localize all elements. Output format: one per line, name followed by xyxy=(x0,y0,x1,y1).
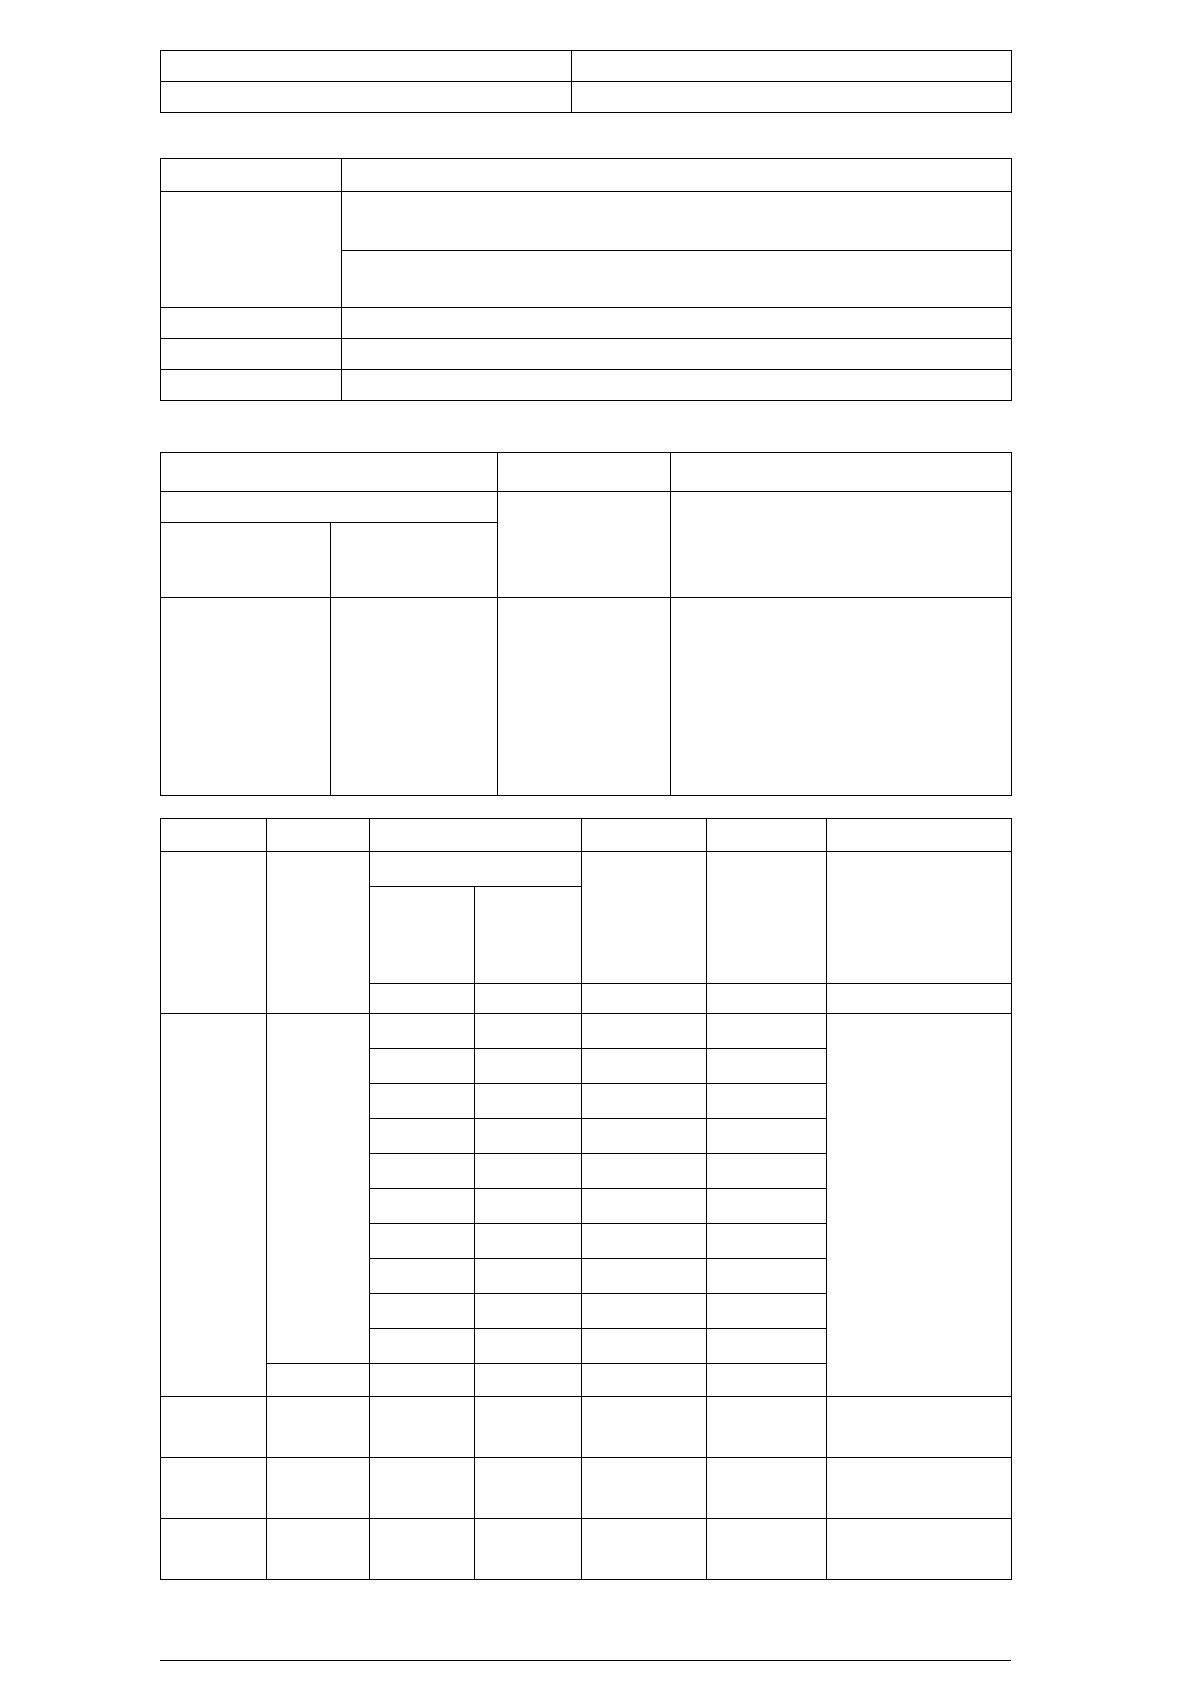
cell-r11c4 xyxy=(582,1259,707,1294)
cell-r15c1 xyxy=(267,1397,370,1458)
table-row xyxy=(161,339,1012,370)
cell-r13c3 xyxy=(475,1329,582,1364)
cell-r6c4 xyxy=(582,1084,707,1119)
cell-r0c3 xyxy=(582,819,707,852)
cell-r7c4 xyxy=(582,1119,707,1154)
table-row xyxy=(161,308,1012,339)
cell-r15c6 xyxy=(827,1397,1012,1458)
cell-r9c4 xyxy=(582,1189,707,1224)
table-row xyxy=(161,1397,1012,1458)
cell-r12c4 xyxy=(582,1294,707,1329)
cell-r12c2 xyxy=(370,1294,475,1329)
cell-r13c4 xyxy=(582,1329,707,1364)
cell-r16c3 xyxy=(475,1458,582,1519)
cell-r1c2 xyxy=(370,852,582,887)
table-row xyxy=(161,1014,1012,1049)
cell-r0c1 xyxy=(267,819,370,852)
cell-r11c3 xyxy=(475,1259,582,1294)
cell-r16c2 xyxy=(370,1458,475,1519)
cell-r7c5 xyxy=(707,1119,827,1154)
table-row xyxy=(161,1519,1012,1580)
cell-r17c3 xyxy=(475,1519,582,1580)
cell-r0c4 xyxy=(707,819,827,852)
cell-r14c2 xyxy=(370,1364,475,1397)
cell-r16c6 xyxy=(827,1458,1012,1519)
table-row xyxy=(161,492,1012,523)
cell-r16c5 xyxy=(707,1458,827,1519)
cell-r3c5 xyxy=(707,984,827,1014)
cell-r11c5 xyxy=(707,1259,827,1294)
cell-r3c0 xyxy=(161,308,342,339)
cell-r17c1 xyxy=(267,1519,370,1580)
table-row xyxy=(161,82,1012,113)
cell-r4c1 xyxy=(267,1014,370,1364)
cell-r10c2 xyxy=(370,1224,475,1259)
cell-r5c3 xyxy=(475,1049,582,1084)
cell-r15c3 xyxy=(475,1397,582,1458)
cell-r5c5 xyxy=(707,1049,827,1084)
cell-r1c1 xyxy=(342,192,1012,251)
cell-r0c0 xyxy=(161,51,572,82)
cell-r16c1 xyxy=(267,1458,370,1519)
cell-r4c0 xyxy=(161,1014,267,1397)
cell-r1c0 xyxy=(161,852,267,1014)
cell-r9c3 xyxy=(475,1189,582,1224)
cell-r9c5 xyxy=(707,1189,827,1224)
cell-r1c0 xyxy=(161,492,498,523)
table-row xyxy=(161,819,1012,852)
cell-r4c4 xyxy=(582,1014,707,1049)
cell-r4c1 xyxy=(342,339,1012,370)
cell-r17c5 xyxy=(707,1519,827,1580)
cell-r17c0 xyxy=(161,1519,267,1580)
cell-r1c0 xyxy=(161,192,342,308)
cell-r5c4 xyxy=(582,1049,707,1084)
cell-r2c3 xyxy=(475,887,582,984)
cell-r0c5 xyxy=(827,819,1012,852)
table-row xyxy=(161,852,1012,887)
cell-r10c5 xyxy=(707,1224,827,1259)
cell-r15c4 xyxy=(582,1397,707,1458)
cell-r8c2 xyxy=(370,1154,475,1189)
cell-r4c0 xyxy=(161,339,342,370)
cell-r3c3 xyxy=(671,598,1012,796)
cell-r0c2 xyxy=(370,819,582,852)
cell-r1c0 xyxy=(161,82,572,113)
cell-r0c2 xyxy=(671,453,1012,492)
cell-r10c4 xyxy=(582,1224,707,1259)
cell-r3c2 xyxy=(370,984,475,1014)
table-row xyxy=(161,51,1012,82)
table-row xyxy=(161,598,1012,796)
cell-r0c1 xyxy=(498,453,671,492)
cell-r5c0 xyxy=(161,370,342,401)
cell-r15c0 xyxy=(161,1397,267,1458)
cell-r5c1 xyxy=(342,370,1012,401)
cell-r2c1 xyxy=(331,523,498,598)
cell-r0c1 xyxy=(342,159,1012,192)
cell-r8c5 xyxy=(707,1154,827,1189)
cell-r0c0 xyxy=(161,819,267,852)
cell-r7c3 xyxy=(475,1119,582,1154)
cell-r13c5 xyxy=(707,1329,827,1364)
cell-r3c3 xyxy=(475,984,582,1014)
cell-r1c1 xyxy=(572,82,1012,113)
footer-divider xyxy=(160,1660,1011,1661)
cell-r8c3 xyxy=(475,1154,582,1189)
cell-r17c2 xyxy=(370,1519,475,1580)
specification-table xyxy=(160,452,1012,796)
cell-r1c4 xyxy=(707,852,827,984)
cell-r16c0 xyxy=(161,1458,267,1519)
cell-r2c1 xyxy=(342,251,1012,308)
cell-r15c2 xyxy=(370,1397,475,1458)
table-row xyxy=(161,192,1012,251)
cell-r11c2 xyxy=(370,1259,475,1294)
cell-r1c1 xyxy=(267,852,370,1014)
cell-r2c0 xyxy=(161,523,331,598)
cell-r14c3 xyxy=(475,1364,582,1397)
table-row xyxy=(161,1458,1012,1519)
cell-r6c3 xyxy=(475,1084,582,1119)
cell-r14c1 xyxy=(267,1364,370,1397)
description-table xyxy=(160,158,1012,401)
cell-r12c3 xyxy=(475,1294,582,1329)
cell-r4c5 xyxy=(707,1014,827,1049)
cell-r12c5 xyxy=(707,1294,827,1329)
cell-r3c0 xyxy=(161,598,331,796)
cell-r3c1 xyxy=(342,308,1012,339)
data-matrix-table xyxy=(160,818,1012,1580)
cell-r3c4 xyxy=(582,984,707,1014)
table-row xyxy=(161,370,1012,401)
cell-r3c6 xyxy=(827,984,1012,1014)
cell-r8c4 xyxy=(582,1154,707,1189)
cell-r6c5 xyxy=(707,1084,827,1119)
cell-r16c4 xyxy=(582,1458,707,1519)
cell-r5c2 xyxy=(370,1049,475,1084)
cell-r2c2 xyxy=(370,887,475,984)
cell-r0c1 xyxy=(572,51,1012,82)
cell-r14c4 xyxy=(582,1364,707,1397)
cell-r6c2 xyxy=(370,1084,475,1119)
table-row xyxy=(161,159,1012,192)
cell-r1c3 xyxy=(582,852,707,984)
cell-r9c2 xyxy=(370,1189,475,1224)
cell-r13c2 xyxy=(370,1329,475,1364)
cell-r1c5 xyxy=(827,852,1012,984)
cell-r0c0 xyxy=(161,159,342,192)
cell-r1c2 xyxy=(671,492,1012,598)
cell-r4c3 xyxy=(475,1014,582,1049)
cell-r10c3 xyxy=(475,1224,582,1259)
header-info-table xyxy=(160,50,1012,113)
cell-r4c6 xyxy=(827,1014,1012,1397)
cell-r0c0 xyxy=(161,453,498,492)
cell-r17c6 xyxy=(827,1519,1012,1580)
cell-r17c4 xyxy=(582,1519,707,1580)
cell-r3c2 xyxy=(498,598,671,796)
cell-r14c5 xyxy=(707,1364,827,1397)
cell-r3c1 xyxy=(331,598,498,796)
cell-r1c1 xyxy=(498,492,671,598)
cell-r7c2 xyxy=(370,1119,475,1154)
table-row xyxy=(161,453,1012,492)
cell-r15c5 xyxy=(707,1397,827,1458)
cell-r4c2 xyxy=(370,1014,475,1049)
